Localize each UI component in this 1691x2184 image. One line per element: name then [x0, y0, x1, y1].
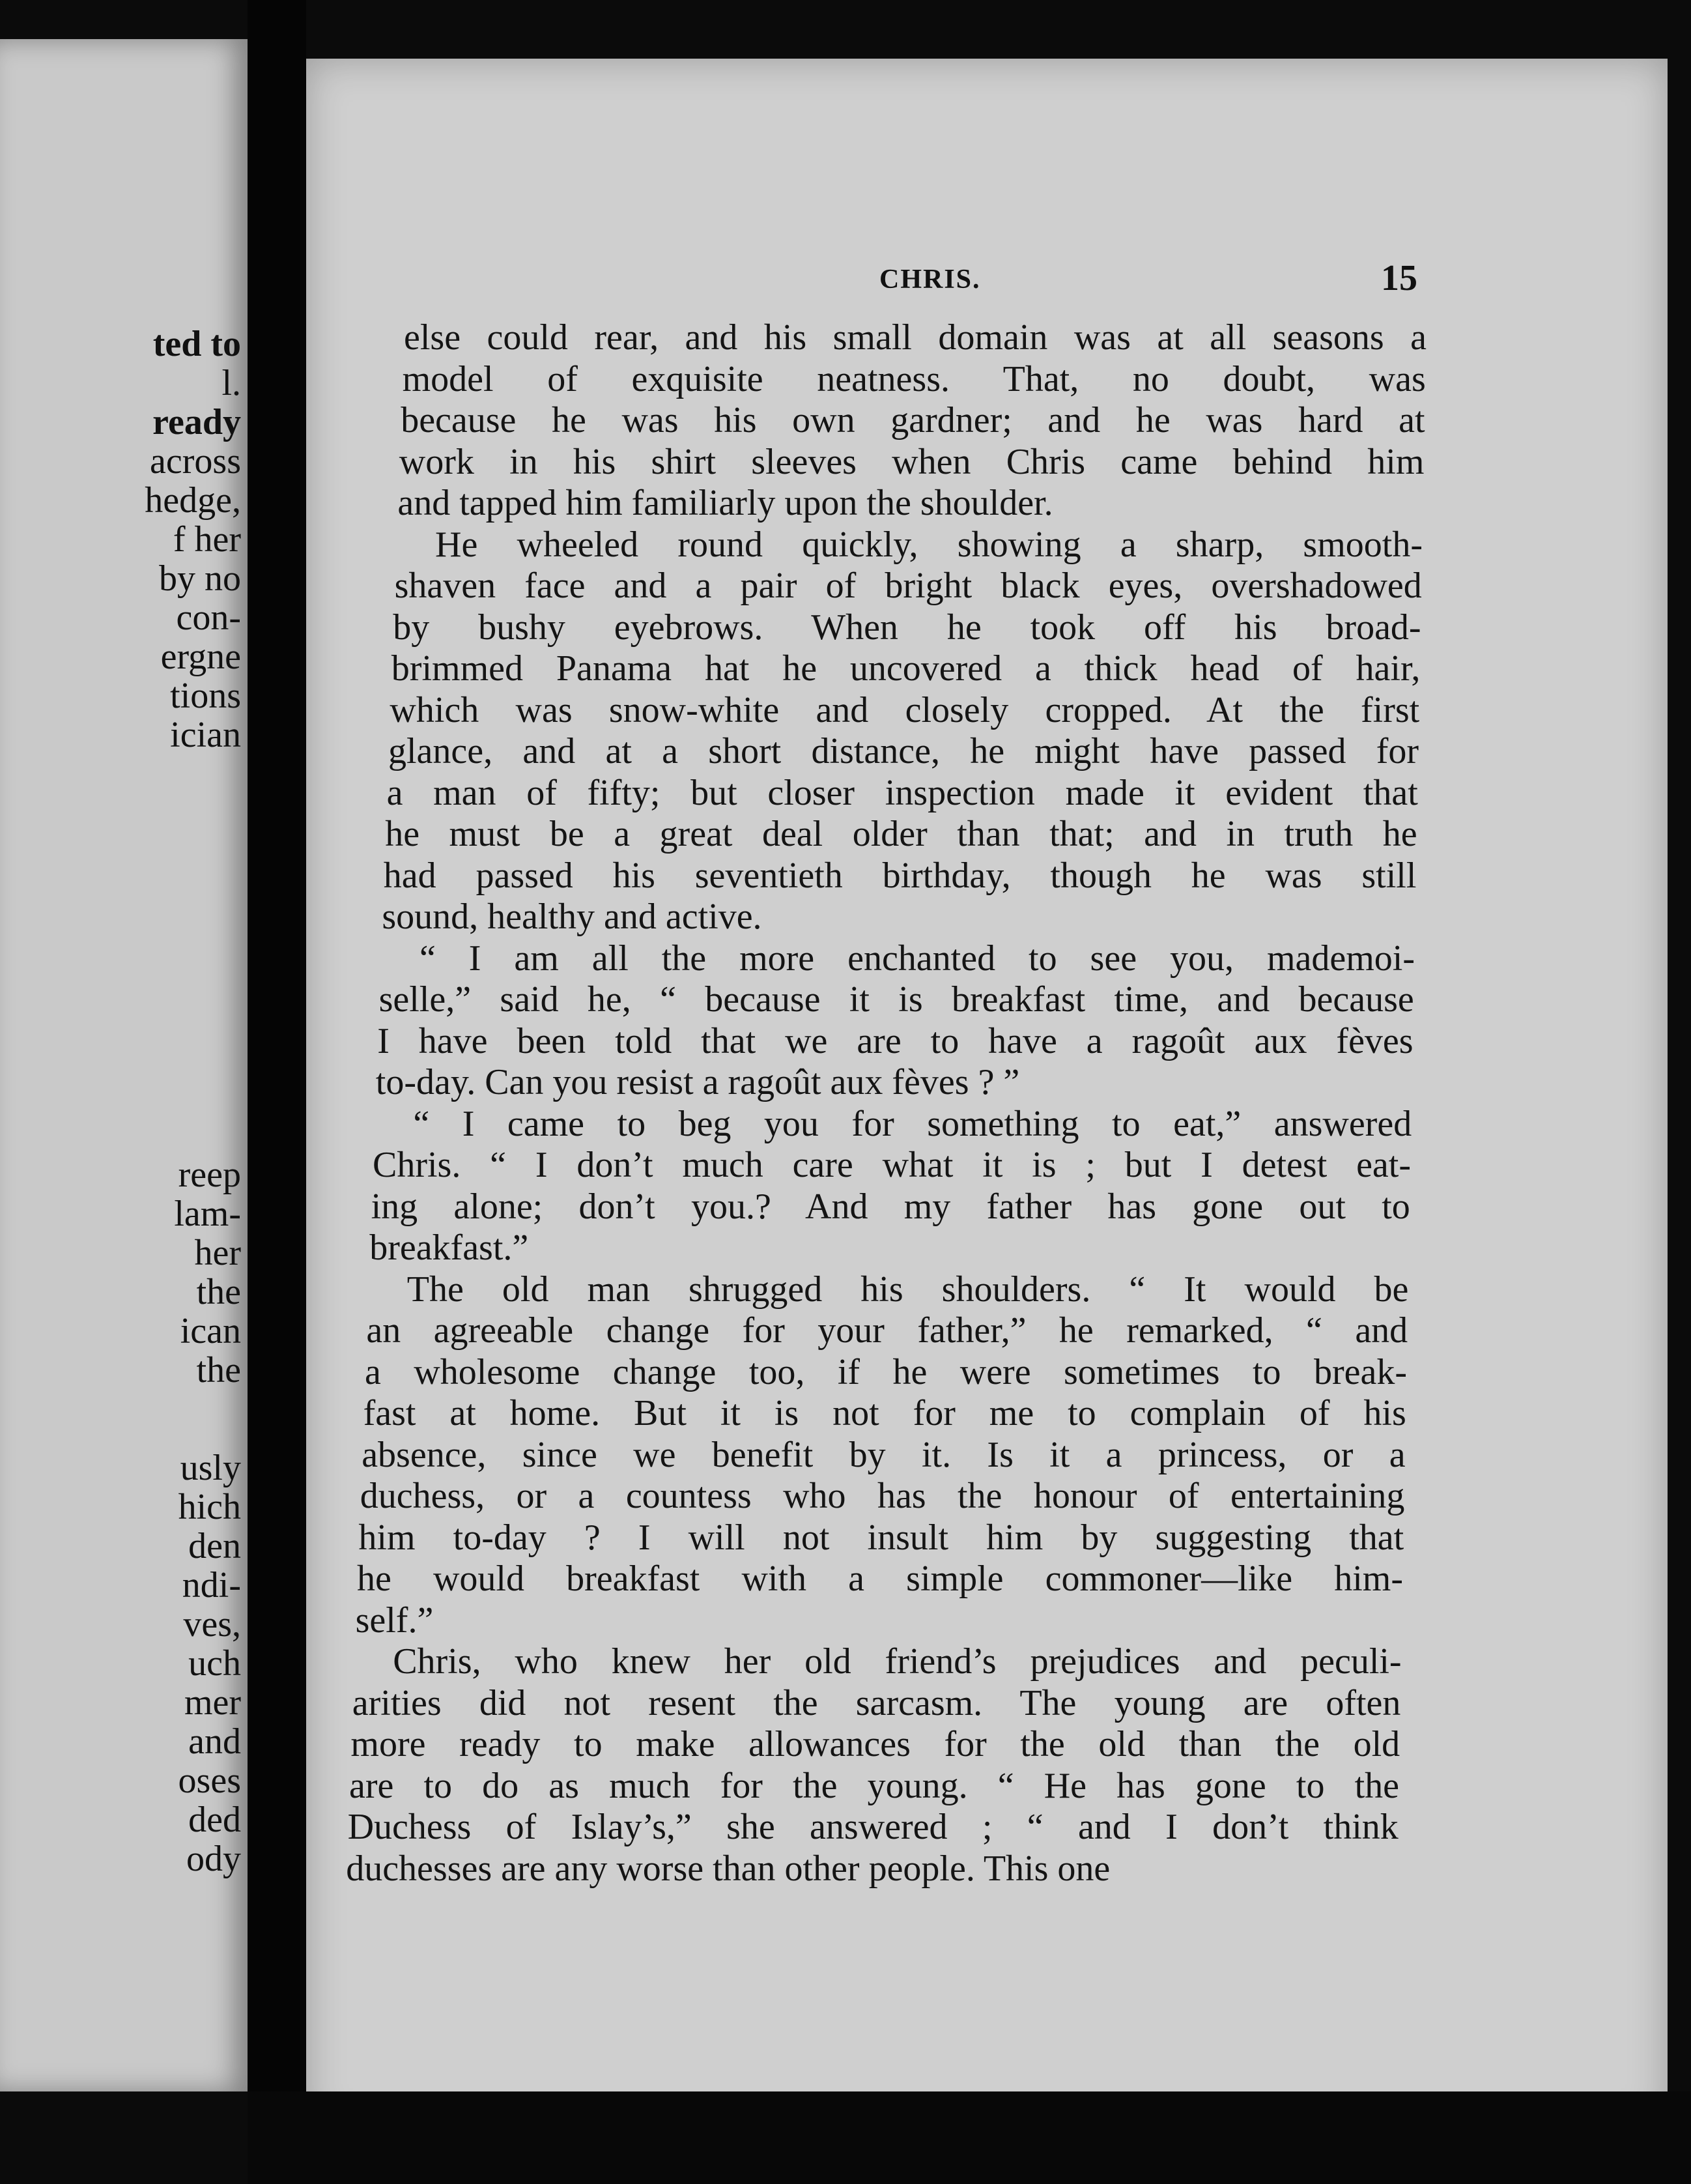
text-line: brimmed Panama hat he uncovered a thick head of hair,	[391, 648, 1421, 689]
left-page-fragment: hich	[178, 1487, 241, 1527]
text-line: an agreeable change for your father,” he remarked, “ and	[366, 1310, 1408, 1351]
text-line: fast at home. But it is not for me to complain of his	[363, 1393, 1406, 1433]
text-line: “ I came to beg you for something to eat,” answered	[413, 1103, 1412, 1144]
text-line: He wheeled round quickly, showing a sharp, smooth-	[435, 524, 1423, 565]
text-line: shaven face and a pair of bright black eyes, overshadowed	[394, 566, 1422, 606]
left-page-fragment: by no	[159, 558, 241, 599]
text-line: more ready to make allowances for the old than the old	[350, 1724, 1400, 1764]
body-text	[306, 59, 1668, 2131]
left-page-fragment: ready	[152, 402, 241, 442]
left-page-fragment: the	[196, 1350, 241, 1390]
text-line: Chris, who knew her old friend’s prejudices and peculi-	[393, 1641, 1402, 1682]
text-line: selle,” said he, “ because it is breakfast time, and because	[378, 979, 1414, 1020]
left-page-fragment: oses	[178, 1760, 241, 1801]
text-line: and tapped him familiarly upon the shoulder.	[397, 483, 1053, 523]
text-line: which was snow-white and closely cropped. At the first	[390, 689, 1420, 730]
left-page-fragment: tions	[170, 676, 241, 716]
text-line: him to-day ? I will not insult him by suggesting that	[358, 1517, 1404, 1558]
left-page-fragment: ndi-	[182, 1565, 241, 1605]
left-page-fragment: uch	[188, 1643, 241, 1684]
left-page-fragment: con-	[176, 597, 241, 638]
left-page-fragment: and	[188, 1721, 241, 1762]
left-page-fragment: her	[194, 1233, 241, 1273]
text-line: a man of fifty; but closer inspection made it evident that	[386, 772, 1418, 813]
text-line: model of exquisite neatness. That, no doubt, was	[402, 358, 1426, 399]
left-page-fragment: ves,	[183, 1604, 241, 1645]
text-line: he must be a great deal older than that; and in truth he	[385, 814, 1417, 854]
left-page-fragment: ican	[180, 1311, 241, 1351]
text-line: “ I am all the more enchanted to see you, mademoi-	[419, 938, 1415, 979]
text-line: arities did not resent the sarcasm. The young are often	[352, 1682, 1401, 1723]
text-line: duchesses are any worse than other people. This one	[346, 1848, 1111, 1889]
scan-border	[248, 2091, 1691, 2184]
text-line: absence, since we benefit by it. Is it a princess, or a	[362, 1434, 1406, 1475]
left-page-fragment: ody	[186, 1839, 241, 1879]
text-line: he would breakfast with a simple commoner—like him-	[357, 1559, 1403, 1599]
text-line: else could rear, and his small domain was at all seasons a	[404, 317, 1427, 358]
text-line: Duchess of Islay’s,” she answered ; “ and I don’t think	[347, 1807, 1399, 1847]
text-line: I have been told that we are to have a ragoût aux fèves	[377, 1020, 1414, 1061]
left-page-fragment: ician	[170, 715, 241, 755]
left-page-fragment: mer	[184, 1682, 241, 1723]
right-page	[306, 59, 1668, 2131]
left-page-edge	[0, 39, 248, 2091]
left-page-fragment: l.	[221, 363, 241, 403]
running-head-title: CHRIS.	[879, 265, 981, 295]
text-line: The old man shrugged his shoulders. “ It would be	[406, 1269, 1409, 1310]
text-line: a wholesome change too, if he were sometimes to break-	[365, 1351, 1407, 1392]
text-line: Chris. “ I don’t much care what it is ; but I detest eat-	[373, 1145, 1411, 1185]
text-line: because he was his own gardner; and he was hard at	[401, 400, 1425, 440]
left-page-fragment: hedge,	[145, 480, 241, 521]
text-line: to-day. Can you resist a ragoût aux fèves ? ”	[375, 1062, 1020, 1102]
text-line: sound, healthy and active.	[382, 897, 762, 937]
left-page-fragment: f her	[173, 519, 241, 560]
left-page-fragment: the	[196, 1272, 241, 1312]
left-page-fragment: usly	[180, 1448, 241, 1488]
text-line: work in his shirt sleeves when Chris came behind him	[399, 441, 1425, 482]
left-page-fragment: ergne	[160, 637, 241, 677]
left-page-fragment: ded	[188, 1800, 241, 1840]
left-page-fragment: across	[150, 441, 241, 481]
left-page-fragment: ted to	[152, 324, 241, 364]
text-line: are to do as much for the young. “ He has gone to the	[349, 1765, 1399, 1806]
text-line: by bushy eyebrows. When he took off his broad-	[393, 607, 1421, 648]
text-line: self.”	[355, 1600, 434, 1641]
left-page-fragment: lam-	[174, 1194, 241, 1234]
left-page-fragment: reep	[178, 1155, 241, 1195]
page-number: 15	[1381, 258, 1417, 298]
text-line: had passed his seventieth birthday, though he was still	[383, 855, 1417, 896]
text-line: ing alone; don’t you.? And my father has gone out to	[371, 1186, 1410, 1227]
left-page-fragment: den	[188, 1526, 241, 1566]
text-line: breakfast.”	[369, 1228, 529, 1268]
text-line: glance, and at a short distance, he might have passed for	[388, 731, 1419, 771]
text-line: duchess, or a countess who has the honour of entertaining	[360, 1476, 1405, 1516]
book-gutter	[248, 0, 306, 2184]
